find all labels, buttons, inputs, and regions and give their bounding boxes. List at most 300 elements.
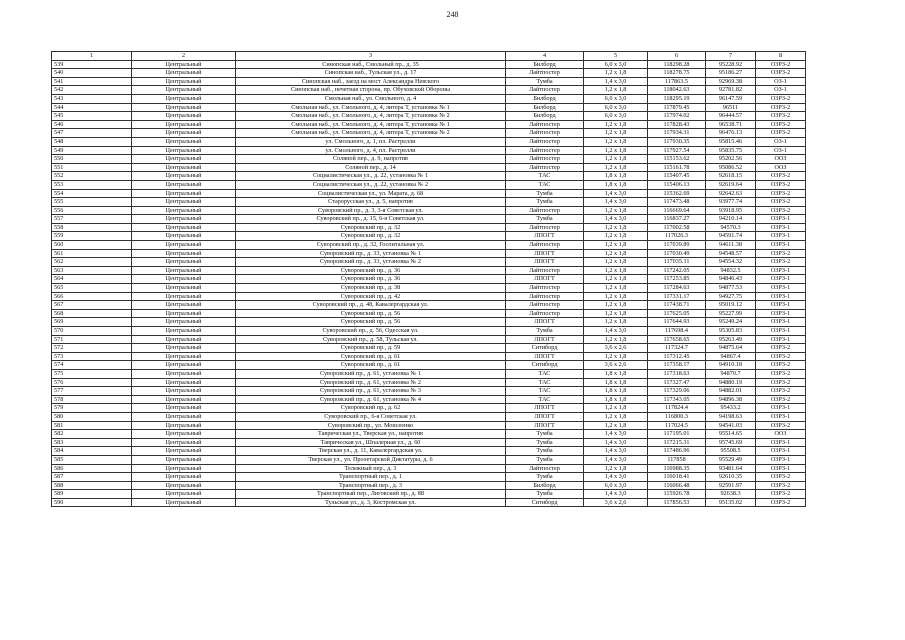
address-cell: Суворовский пр., д. 33, установка № 2 (236, 258, 506, 267)
size-cell: 1,2 x 1,8 (584, 232, 648, 241)
table-row (52, 404, 806, 413)
column-header: 2 (132, 52, 236, 61)
coord-x-cell: 116988.35 (648, 464, 706, 473)
row-number: 553 (52, 180, 132, 189)
size-cell: 3,6 x 2,6 (584, 361, 648, 370)
address-cell: Суворовский пр., д. 36 (236, 266, 506, 275)
zone-cell: ОЗРЗ-2 (756, 361, 806, 370)
size-cell: 1,2 x 1,8 (584, 155, 648, 164)
coord-x-cell: 117824.4 (648, 404, 706, 413)
row-number: 579 (52, 404, 132, 413)
coord-y-cell: 94882.01 (706, 387, 756, 396)
coord-x-cell: 118295.19 (648, 94, 706, 103)
table-row (52, 249, 806, 258)
table-row (52, 120, 806, 129)
table-row (52, 490, 806, 499)
table-row (52, 473, 806, 482)
structure-type-cell: ЛПОГТ (506, 421, 584, 430)
row-number: 560 (52, 241, 132, 250)
column-header: 8 (756, 52, 806, 61)
table-row (52, 412, 806, 421)
size-cell: 1,2 x 1,8 (584, 86, 648, 95)
coord-y-cell: 95305.83 (706, 327, 756, 336)
table-row (52, 172, 806, 181)
row-number: 588 (52, 481, 132, 490)
zone-cell: ОЗРЗ-2 (756, 352, 806, 361)
zone-cell: ОЗРЗ-2 (756, 180, 806, 189)
zone-cell: ОЗРЗ-1 (756, 266, 806, 275)
district-cell: Центральный (132, 112, 236, 121)
district-cell: Центральный (132, 172, 236, 181)
coord-x-cell: 118042.63 (648, 86, 706, 95)
row-number: 571 (52, 335, 132, 344)
structure-type-cell: Тумба (506, 455, 584, 464)
address-cell: Суворовский пр., д. 33, установка № 1 (236, 249, 506, 258)
size-cell: 1,4 x 3,0 (584, 327, 648, 336)
structure-type-cell: ЛПОГТ (506, 275, 584, 284)
zone-cell: ОЗРЗ-2 (756, 378, 806, 387)
structure-type-cell: ТАС (506, 378, 584, 387)
zone-cell: ОЗРЗ-1 (756, 284, 806, 293)
coord-y-cell: 94896.38 (706, 395, 756, 404)
district-cell: Центральный (132, 498, 236, 507)
zone-cell: ОЗРЗ-2 (756, 344, 806, 353)
structure-type-cell: ЛПОГТ (506, 335, 584, 344)
address-cell: Суворовский пр., д. 42 (236, 292, 506, 301)
structure-type-cell: Тумба (506, 215, 584, 224)
district-cell: Центральный (132, 86, 236, 95)
structure-type-cell: Тумба (506, 189, 584, 198)
table-row (52, 455, 806, 464)
structure-type-cell: ТАС (506, 369, 584, 378)
zone-cell: ОЗРЗ-1 (756, 412, 806, 421)
address-cell: Суворовский пр., д. 56 (236, 309, 506, 318)
address-cell: Суворовский пр., д. 32 (236, 232, 506, 241)
coord-x-cell: 115161.78 (648, 163, 706, 172)
district-cell: Центральный (132, 249, 236, 258)
zone-cell: ОЗРЗ-1 (756, 301, 806, 310)
address-cell: Суворовский пр., д. 32, Госпитальная ул. (236, 241, 506, 250)
table-row (52, 498, 806, 507)
coord-y-cell: 94554.32 (706, 258, 756, 267)
coord-y-cell: 94867.4 (706, 352, 756, 361)
structure-type-cell: Тумба (506, 430, 584, 439)
address-cell: Суворовский пр., д. 61, установка № 3 (236, 387, 506, 396)
coord-y-cell: 95019.12 (706, 301, 756, 310)
address-cell: Синопская наб., Тульская ул., д. 17 (236, 69, 506, 78)
table-row (52, 447, 806, 456)
coord-x-cell: 115153.62 (648, 155, 706, 164)
coord-x-cell: 117974.02 (648, 112, 706, 121)
coord-y-cell: 92969.38 (706, 77, 756, 86)
address-cell: Смольная наб., ул. Смольного, д. 4, литера Т, установка № 1 (236, 103, 506, 112)
zone-cell: ОЗРЗ-2 (756, 206, 806, 215)
row-number: 546 (52, 120, 132, 129)
coord-y-cell: 95186.27 (706, 69, 756, 78)
row-number: 566 (52, 292, 132, 301)
coord-y-cell: 96444.57 (706, 112, 756, 121)
table-row (52, 69, 806, 78)
zone-cell: ОЗ-1 (756, 86, 806, 95)
row-number: 575 (52, 369, 132, 378)
row-number: 569 (52, 318, 132, 327)
structure-type-cell: ЛПОГТ (506, 249, 584, 258)
structure-type-cell: Лайтпостер (506, 301, 584, 310)
zone-cell: ОЗРЗ-1 (756, 438, 806, 447)
coord-y-cell: 94870.7 (706, 369, 756, 378)
district-cell: Центральный (132, 464, 236, 473)
size-cell: 1,4 x 3,0 (584, 447, 648, 456)
coord-y-cell: 95135.02 (706, 498, 756, 507)
coord-x-cell: 117879.45 (648, 103, 706, 112)
address-cell: Суворовский пр., 6-я Советская ул. (236, 412, 506, 421)
structure-type-cell: ЛПОГТ (506, 258, 584, 267)
column-header: 3 (236, 52, 506, 61)
structure-type-cell: Лайтпостер (506, 163, 584, 172)
table-row (52, 275, 806, 284)
address-cell: Тверская ул., ул. Пролетарской Диктатуры, д. 6 (236, 455, 506, 464)
district-cell: Центральный (132, 378, 236, 387)
coord-x-cell: 117215.31 (648, 438, 706, 447)
coord-y-cell: 95249.24 (706, 318, 756, 327)
table-row (52, 94, 806, 103)
row-number: 547 (52, 129, 132, 138)
row-number: 558 (52, 223, 132, 232)
coord-x-cell: 117329.06 (648, 387, 706, 396)
coord-x-cell: 117312.45 (648, 352, 706, 361)
address-cell: Соляной пер., д. 9, напротив (236, 155, 506, 164)
district-cell: Центральный (132, 163, 236, 172)
table-row (52, 155, 806, 164)
zone-cell: ОЗРЗ-1 (756, 464, 806, 473)
column-header: 1 (52, 52, 132, 61)
size-cell: 1,2 x 1,8 (584, 421, 648, 430)
row-number: 577 (52, 387, 132, 396)
size-cell: 1,4 x 3,0 (584, 189, 648, 198)
address-cell: Тверская ул., д. 11, Кавалергардская ул. (236, 447, 506, 456)
zone-cell: ОЗРЗ-1 (756, 309, 806, 318)
district-cell: Центральный (132, 232, 236, 241)
coord-x-cell: 117486.96 (648, 447, 706, 456)
size-cell: 1,4 x 3,0 (584, 77, 648, 86)
coord-y-cell: 93481.64 (706, 464, 756, 473)
coord-y-cell: 92618.15 (706, 172, 756, 181)
district-cell: Центральный (132, 309, 236, 318)
row-number: 590 (52, 498, 132, 507)
table-row (52, 318, 806, 327)
address-cell: Таврическая ул., Шпалерная ул., д. 60 (236, 438, 506, 447)
structure-type-cell: Билборд (506, 94, 584, 103)
address-cell: Тележный пер., д. 3 (236, 464, 506, 473)
address-cell: Транспортный пер., д. 3 (236, 481, 506, 490)
coord-y-cell: 95086.52 (706, 163, 756, 172)
address-cell: Транспортный пер., д. 1 (236, 473, 506, 482)
size-cell: 1,2 x 1,8 (584, 249, 648, 258)
table-row (52, 77, 806, 86)
district-cell: Центральный (132, 318, 236, 327)
address-cell: Социалистическая ул., д. 22, установка № 2 (236, 180, 506, 189)
address-cell: Социалистическая ул., ул. Марата, д. 68 (236, 189, 506, 198)
size-cell: 1,2 x 1,8 (584, 266, 648, 275)
address-cell: Транспортный пер., Лиговский пр., д. 88 (236, 490, 506, 499)
address-cell: Суворовский пр., д. 58, Тульская ул. (236, 335, 506, 344)
address-cell: Суворовский пр., д. 36 (236, 275, 506, 284)
coord-x-cell: 117358.17 (648, 361, 706, 370)
coord-x-cell: 117026.3 (648, 232, 706, 241)
size-cell: 1,2 x 1,8 (584, 206, 648, 215)
structure-type-cell: Лайтпостер (506, 309, 584, 318)
table-row (52, 146, 806, 155)
coord-x-cell: 117035.11 (648, 258, 706, 267)
zone-cell: ОЗРЗ-1 (756, 404, 806, 413)
row-number: 543 (52, 94, 132, 103)
address-cell: Суворовский пр., д. 62 (236, 404, 506, 413)
structure-type-cell: Лайтпостер (506, 241, 584, 250)
size-cell: 1,4 x 3,0 (584, 198, 648, 207)
coord-y-cell: 95745.69 (706, 438, 756, 447)
row-number: 541 (52, 77, 132, 86)
coord-y-cell: 94910.18 (706, 361, 756, 370)
structure-type-cell: Тумба (506, 327, 584, 336)
table-row (52, 241, 806, 250)
size-cell: 1,2 x 1,8 (584, 120, 648, 129)
structure-type-cell: ЛПОГТ (506, 318, 584, 327)
district-cell: Центральный (132, 206, 236, 215)
structure-type-cell: Ситиборд (506, 344, 584, 353)
address-cell: Суворовский пр., д. 32 (236, 223, 506, 232)
zone-cell: ОЗРЗ-2 (756, 421, 806, 430)
district-cell: Центральный (132, 490, 236, 499)
size-cell: 1,2 x 1,8 (584, 335, 648, 344)
size-cell: 6,0 x 3,0 (584, 94, 648, 103)
district-cell: Центральный (132, 198, 236, 207)
size-cell: 1,2 x 1,8 (584, 223, 648, 232)
table-row (52, 309, 806, 318)
row-number: 556 (52, 206, 132, 215)
coord-x-cell: 117856.53 (648, 498, 706, 507)
size-cell: 1,2 x 1,8 (584, 275, 648, 284)
table-row (52, 137, 806, 146)
row-number: 576 (52, 378, 132, 387)
table-row (52, 438, 806, 447)
row-number: 582 (52, 430, 132, 439)
size-cell: 1,4 x 3,0 (584, 215, 648, 224)
structure-type-cell: ЛПОГТ (506, 412, 584, 421)
zone-cell: ОЗРЗ-2 (756, 189, 806, 198)
coord-y-cell: 93977.74 (706, 198, 756, 207)
table-row (52, 344, 806, 353)
coord-x-cell: 117284.63 (648, 284, 706, 293)
coord-y-cell: 92781.82 (706, 86, 756, 95)
row-number: 581 (52, 421, 132, 430)
size-cell: 1,2 x 1,8 (584, 352, 648, 361)
size-cell: 1,8 x 1,8 (584, 395, 648, 404)
coord-y-cell: 94611.38 (706, 241, 756, 250)
row-number: 583 (52, 438, 132, 447)
row-number: 557 (52, 215, 132, 224)
coord-y-cell: 94198.63 (706, 412, 756, 421)
zone-cell: ОЗРЗ-1 (756, 447, 806, 456)
table-row (52, 378, 806, 387)
district-cell: Центральный (132, 223, 236, 232)
coord-y-cell: 95202.56 (706, 155, 756, 164)
row-number: 555 (52, 198, 132, 207)
zone-cell: ОЗРЗ-1 (756, 241, 806, 250)
table-row (52, 198, 806, 207)
structure-type-cell: Лайтпостер (506, 86, 584, 95)
district-cell: Центральный (132, 352, 236, 361)
coord-y-cell: 95514.65 (706, 430, 756, 439)
row-number: 574 (52, 361, 132, 370)
table-row (52, 258, 806, 267)
table-row (52, 430, 806, 439)
row-number: 549 (52, 146, 132, 155)
structure-type-cell: Лайтпостер (506, 284, 584, 293)
coord-x-cell: 117024.5 (648, 421, 706, 430)
zone-cell: ООЗ (756, 163, 806, 172)
coord-x-cell: 117858 (648, 455, 706, 464)
zone-cell: ОЗРЗ-2 (756, 129, 806, 138)
structure-type-cell: Билборд (506, 60, 584, 69)
district-cell: Центральный (132, 292, 236, 301)
district-cell: Центральный (132, 275, 236, 284)
coord-x-cell: 117343.05 (648, 395, 706, 404)
structure-type-cell: Лайтпостер (506, 155, 584, 164)
size-cell: 1,2 x 1,8 (584, 318, 648, 327)
zone-cell: ООЗ (756, 430, 806, 439)
size-cell: 1,2 x 1,8 (584, 146, 648, 155)
table-row (52, 112, 806, 121)
column-header: 6 (648, 52, 706, 61)
address-cell: Суворовский пр., д. 59 (236, 344, 506, 353)
coord-x-cell: 116018.41 (648, 473, 706, 482)
zone-cell: ОЗРЗ-2 (756, 498, 806, 507)
coord-x-cell: 116800.3 (648, 412, 706, 421)
zone-cell: ОЗРЗ-2 (756, 120, 806, 129)
address-cell: Смольная наб., ул. Смольного, д. 4, литера Т, установка № 2 (236, 129, 506, 138)
row-number: 562 (52, 258, 132, 267)
coord-x-cell: 115407.45 (648, 172, 706, 181)
row-number: 559 (52, 232, 132, 241)
coord-x-cell: 117625.05 (648, 309, 706, 318)
row-number: 580 (52, 412, 132, 421)
size-cell: 1,2 x 1,8 (584, 284, 648, 293)
table-row (52, 215, 806, 224)
zone-cell: ОЗ-1 (756, 137, 806, 146)
row-number: 542 (52, 86, 132, 95)
size-cell: 1,8 x 1,8 (584, 387, 648, 396)
row-number: 545 (52, 112, 132, 121)
coord-y-cell: 95508.5 (706, 447, 756, 456)
coord-y-cell: 94875.64 (706, 344, 756, 353)
zone-cell: ОЗРЗ-1 (756, 275, 806, 284)
coord-x-cell: 115362.69 (648, 189, 706, 198)
structure-type-cell: Тумба (506, 198, 584, 207)
address-cell: Суворовский пр., ул. Моисеенко (236, 421, 506, 430)
coord-x-cell: 116669.64 (648, 206, 706, 215)
district-cell: Центральный (132, 129, 236, 138)
district-cell: Центральный (132, 361, 236, 370)
size-cell: 6,0 x 3,0 (584, 60, 648, 69)
structure-type-cell: Лайтпостер (506, 223, 584, 232)
row-number: 565 (52, 284, 132, 293)
address-cell: Синопская наб., Смольный пр., д. 35 (236, 60, 506, 69)
row-number: 563 (52, 266, 132, 275)
table-row (52, 369, 806, 378)
coord-y-cell: 95227.99 (706, 309, 756, 318)
coord-x-cell: 117253.85 (648, 275, 706, 284)
coord-y-cell: 95228.92 (706, 60, 756, 69)
size-cell: 1,8 x 1,8 (584, 369, 648, 378)
district-cell: Центральный (132, 103, 236, 112)
row-number: 564 (52, 275, 132, 284)
structure-type-cell: Ситиборд (506, 361, 584, 370)
address-cell: Суворовский пр., д. 38 (236, 284, 506, 293)
structure-type-cell: Лайтпостер (506, 266, 584, 275)
district-cell: Центральный (132, 481, 236, 490)
coord-y-cell: 94591.74 (706, 232, 756, 241)
coord-x-cell: 117030.49 (648, 249, 706, 258)
row-number: 548 (52, 137, 132, 146)
table-row (52, 352, 806, 361)
coord-x-cell: 117698.4 (648, 327, 706, 336)
coord-y-cell: 96511 (706, 103, 756, 112)
row-number: 551 (52, 163, 132, 172)
structure-type-cell: ТАС (506, 387, 584, 396)
size-cell: 1,2 x 1,8 (584, 129, 648, 138)
coord-x-cell: 117644.93 (648, 318, 706, 327)
address-cell: Соляной пер., д. 14 (236, 163, 506, 172)
coord-y-cell: 96476.13 (706, 129, 756, 138)
district-cell: Центральный (132, 146, 236, 155)
coord-x-cell: 117002.58 (648, 223, 706, 232)
row-number: 544 (52, 103, 132, 112)
coord-y-cell: 95815.46 (706, 137, 756, 146)
address-cell: ул. Смольного, д. 1, пл. Растрелли (236, 137, 506, 146)
table-row (52, 387, 806, 396)
structure-type-cell: Лайтпостер (506, 129, 584, 138)
size-cell: 1,8 x 1,8 (584, 180, 648, 189)
district-cell: Центральный (132, 120, 236, 129)
size-cell: 1,4 x 3,0 (584, 430, 648, 439)
coord-y-cell: 94570.3 (706, 223, 756, 232)
table-row (52, 86, 806, 95)
coord-y-cell: 94877.53 (706, 284, 756, 293)
zone-cell: ОЗРЗ-1 (756, 327, 806, 336)
coord-x-cell: 115926.78 (648, 490, 706, 499)
size-cell: 6,0 x 3,0 (584, 481, 648, 490)
table-body (52, 60, 806, 507)
district-cell: Центральный (132, 344, 236, 353)
zone-cell: ОЗРЗ-2 (756, 172, 806, 181)
address-cell: Суворовский пр., д. 61 (236, 352, 506, 361)
zone-cell: ОЗРЗ-2 (756, 490, 806, 499)
size-cell: 3,6 x 2,6 (584, 498, 648, 507)
zone-cell: ОЗРЗ-2 (756, 473, 806, 482)
coord-x-cell: 116066.48 (648, 481, 706, 490)
district-cell: Центральный (132, 335, 236, 344)
district-cell: Центральный (132, 438, 236, 447)
address-cell: Социалистическая ул., д. 22, установка № 1 (236, 172, 506, 181)
row-number: 586 (52, 464, 132, 473)
coord-x-cell: 118278.75 (648, 69, 706, 78)
structure-type-cell: ЛПОГТ (506, 352, 584, 361)
registry-table (51, 51, 806, 507)
zone-cell: ОЗРЗ-1 (756, 335, 806, 344)
row-number: 561 (52, 249, 132, 258)
structure-type-cell: Билборд (506, 481, 584, 490)
structure-type-cell: Билборд (506, 103, 584, 112)
